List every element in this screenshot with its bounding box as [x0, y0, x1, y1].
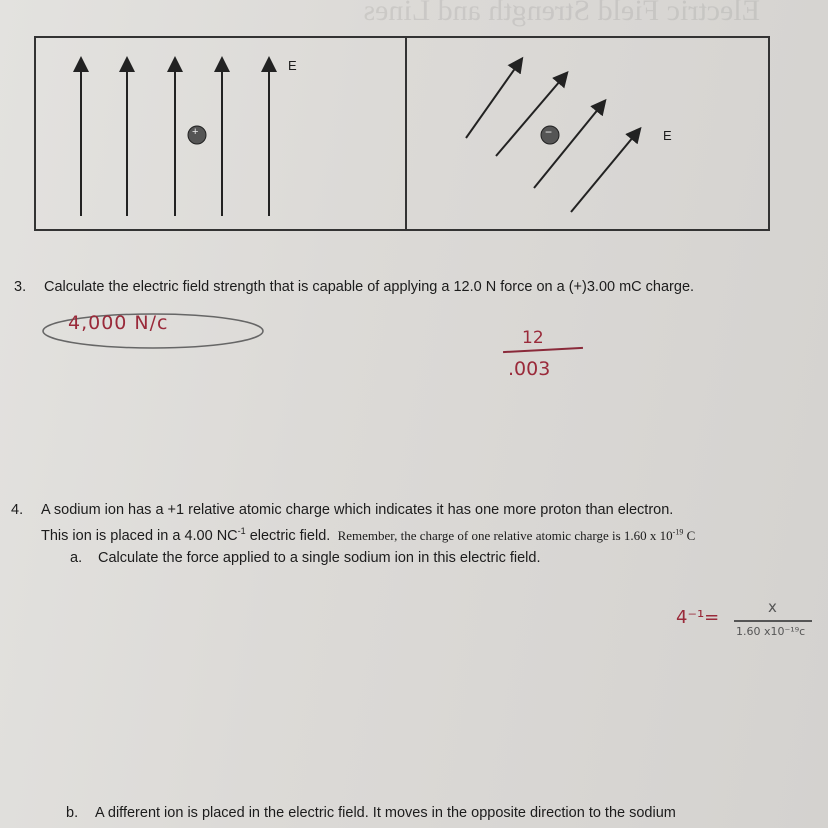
electric-field-diagrams: [36, 38, 772, 233]
field-line: [496, 74, 566, 156]
question-4-number: 4.: [11, 502, 24, 518]
question-3-number: 3.: [14, 279, 27, 295]
part-b-label: b.: [66, 805, 79, 821]
field-line: [571, 130, 639, 212]
question-4-line1: A sodium ion has a +1 relative atomic charge which indicates it has one more proton than electron.: [41, 502, 674, 518]
left-field-label: E: [288, 58, 297, 73]
charge-note: Remember, the charge of one relative atomic charge is 1.60 x $10^{-19}$ C: [337, 527, 696, 543]
field-line: [534, 102, 604, 188]
part-a-text: Calculate the force applied to a single sodium ion in this electric field.: [98, 550, 541, 566]
part-b-text: A different ion is placed in the electric field. It moves in the opposite direction to the sodium: [95, 805, 676, 821]
left-charge-sign: +: [192, 126, 199, 138]
bleed-through-text: Electric Field Strength and Lines: [363, 0, 760, 27]
right-field-label: E: [663, 128, 672, 143]
q4-work-numerator: x: [768, 598, 777, 616]
q3-work-numerator: 12: [522, 328, 544, 348]
q3-work-denominator: .003: [508, 358, 551, 380]
question-4-line2: This ion is placed in a 4.00 $NC^{-1}$ electric field. Remember, the charge of one relative atomic charge is 1.60 x $10^{-19}$ C: [41, 526, 696, 544]
q4-work-denominator: 1.60 x10⁻¹⁹c: [736, 625, 806, 638]
part-a-label: a.: [70, 550, 83, 566]
right-charge-sign: −: [545, 125, 553, 139]
question-3-answer: 4,000 N/c: [68, 312, 169, 334]
q4-work-lhs: 4⁻¹=: [676, 607, 720, 628]
field-line: [466, 60, 521, 138]
question-3-text: Calculate the electric field strength that is capable of applying a 12.0 N force on a (+)3.00 mC charge.: [44, 279, 695, 295]
q4-work-fraction-bar: [734, 620, 812, 622]
field-diagram-box: [34, 36, 770, 231]
